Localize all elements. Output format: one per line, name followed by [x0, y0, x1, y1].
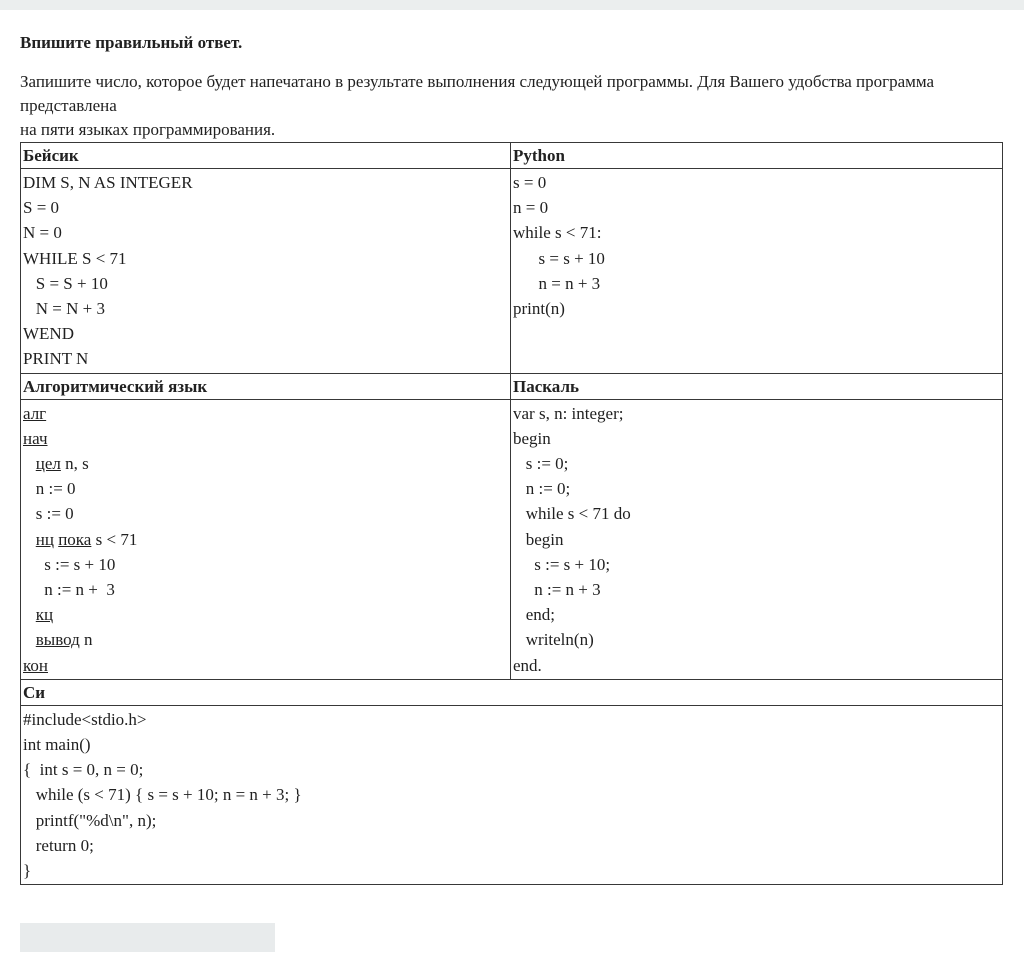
- code-line: while (s < 71) { s = s + 10; n = n + 3; }: [23, 785, 302, 805]
- code-cell-basic: [21, 169, 511, 374]
- question-text-line: Запишите число, которое будет напечатано в результате выполнения следующей программы. Для Вашего удобства программа: [20, 72, 935, 91]
- code-line: DIM S, N AS INTEGER: [23, 173, 193, 192]
- code-line: s := s + 10;: [513, 554, 611, 574]
- code-line: writeln(n): [513, 630, 594, 650]
- code-line: N = N + 3: [23, 299, 105, 319]
- code-line: s = 0: [513, 173, 547, 192]
- lang-header-c: Си: [21, 679, 1003, 705]
- code-line: var s, n: integer;: [513, 403, 624, 423]
- code-line: n = n + 3: [513, 273, 601, 293]
- question-title: Впишите правильный ответ.: [20, 33, 243, 52]
- table-row: [21, 399, 1003, 679]
- code-line: begin: [513, 428, 551, 448]
- table-row: [21, 373, 1003, 399]
- code-line: return 0;: [23, 835, 94, 855]
- code-line: WHILE S < 71: [23, 248, 127, 268]
- code-cell-pascal: [511, 399, 1003, 679]
- code-line: s := s + 10: [23, 554, 116, 574]
- code-line: end.: [513, 655, 542, 675]
- content-area: [0, 31, 1024, 952]
- code-line: n := n + 3: [513, 580, 601, 600]
- code-line: PRINT N: [23, 349, 89, 369]
- code-cell-algorithmic: [21, 399, 511, 679]
- question-text-line: на пяти языках программирования.: [20, 120, 276, 139]
- lang-header-python: Python: [511, 143, 1003, 169]
- code-line: вывод n: [35, 630, 93, 650]
- code-line: S = 0: [23, 198, 60, 218]
- code-cell-python: [511, 169, 1003, 374]
- code-line: S = S + 10: [23, 273, 108, 293]
- code-cell-c: [21, 705, 1003, 884]
- code-line: n = 0: [513, 198, 549, 218]
- code-line: printf("%d\n", n);: [23, 810, 157, 830]
- table-row: [21, 705, 1003, 884]
- code-line: нц пока s < 71: [35, 529, 138, 549]
- code-line: s := 0;: [513, 454, 569, 474]
- code-line: int main(): [23, 735, 91, 755]
- code-line: end;: [513, 605, 556, 625]
- code-line: нач: [23, 428, 48, 448]
- lang-header-algorithmic: Алгоритмический язык: [21, 373, 511, 399]
- question-text-line: представлена: [20, 96, 117, 115]
- code-line: { int s = 0, n = 0;: [23, 760, 144, 780]
- lang-header-pascal: Паскаль: [511, 373, 1003, 399]
- code-line: print(n): [513, 299, 565, 319]
- code-table: [20, 142, 1003, 885]
- table-row: [21, 169, 1003, 374]
- code-line: begin: [513, 529, 564, 549]
- table-row: [21, 679, 1003, 705]
- code-line: #include<stdio.h>: [23, 709, 147, 729]
- code-line: кц: [35, 605, 54, 625]
- code-line: while s < 71:: [513, 223, 602, 243]
- code-line: кон: [23, 655, 48, 675]
- top-bar: [0, 0, 1024, 10]
- code-line: алг: [23, 403, 47, 423]
- code-line: цел n, s: [35, 454, 89, 474]
- lang-header-basic: Бейсик: [21, 143, 511, 169]
- code-line: WEND: [23, 324, 74, 344]
- table-row: [21, 143, 1003, 169]
- code-line: n := n + 3: [23, 580, 115, 600]
- code-line: s := 0: [23, 504, 74, 524]
- code-line: n := 0: [23, 479, 76, 499]
- code-line: while s < 71 do: [513, 504, 631, 524]
- code-line: }: [23, 861, 32, 881]
- code-line: n := 0;: [513, 479, 571, 499]
- answer-input[interactable]: [20, 923, 275, 952]
- code-line: N = 0: [23, 223, 62, 243]
- question-text: [20, 70, 1004, 142]
- code-line: s = s + 10: [513, 248, 605, 268]
